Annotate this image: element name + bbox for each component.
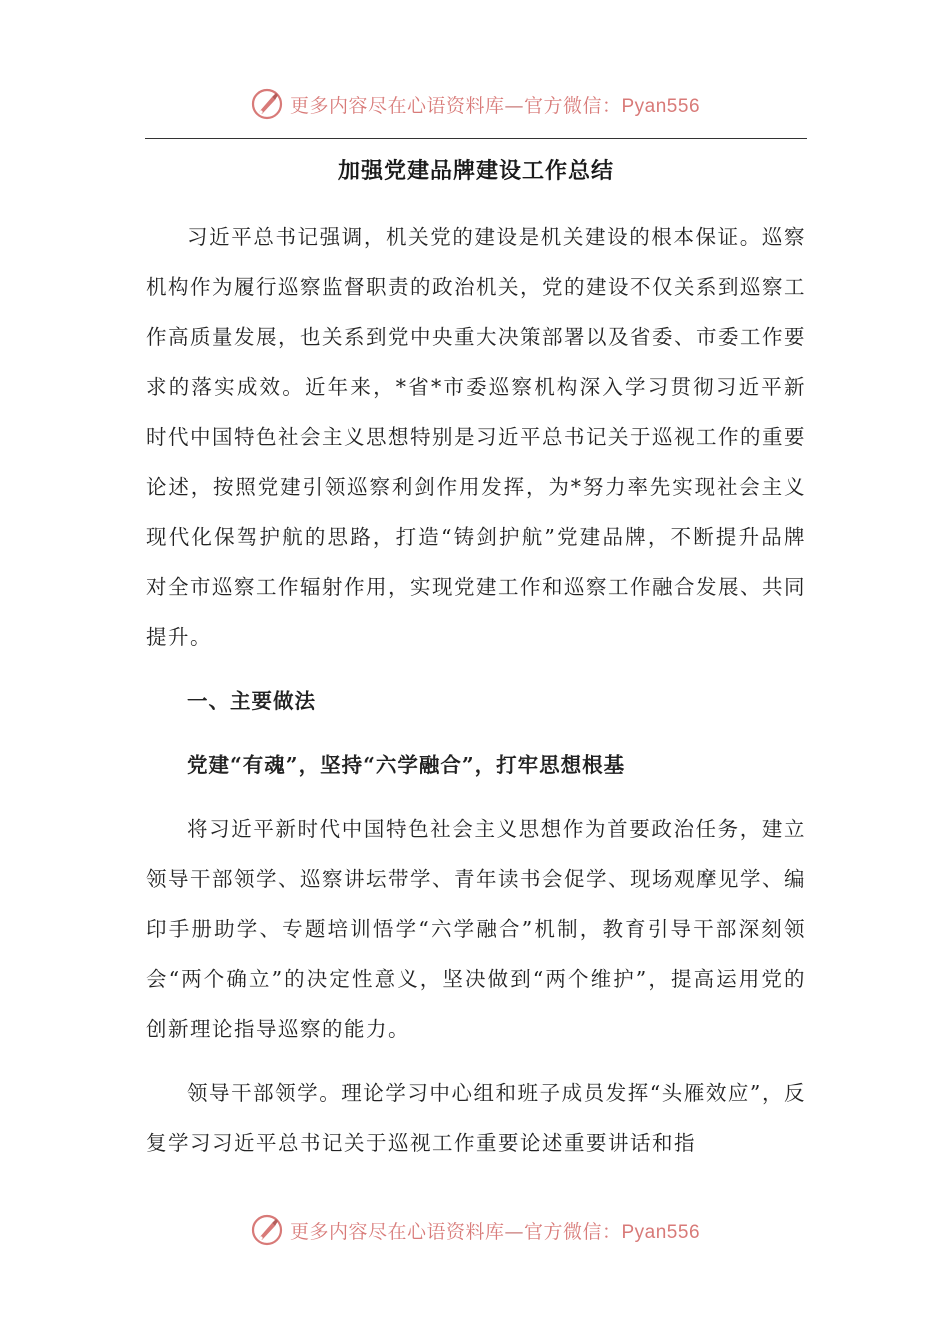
document-body [146, 212, 806, 1168]
body-paragraph-2: 将习近平新时代中国特色社会主义思想作为首要政治任务，建立领导干部领学、巡察讲坛带学、青年读书会促学、现场观摩见学、编印手册助学、专题培训悟学“六学融合”机制，教育引导干部深刻领会“两个确立”的决定性意义，坚决做到“两个维护”，提高运用党的创新理论指导巡察的能力。 [146, 817, 806, 1041]
pen-logo-icon [250, 87, 284, 121]
sub-heading: 党建“有魂”，坚持“六学融合”，打牢思想根基 [187, 753, 626, 777]
document-title: 加强党建品牌建设工作总结 [337, 158, 614, 184]
watermark-text: 更多内容尽在心语资料库—官方微信：Pyan556 [289, 94, 701, 117]
pen-logo-icon [250, 1213, 284, 1247]
body-paragraph-3: 领导干部领学。理论学习中心组和班子成员发挥“头雁效应”，反复学习习近平总书记关于巡视工作重要论述重要讲话和指 [146, 1081, 806, 1155]
section-heading: 一、主要做法 [187, 689, 316, 713]
watermark-bottom [0, 1210, 950, 1250]
watermark-text: 更多内容尽在心语资料库—官方微信：Pyan556 [289, 1220, 701, 1243]
header-divider [145, 138, 807, 139]
intro-paragraph: 习近平总书记强调，机关党的建设是机关建设的根本保证。巡察机构作为履行巡察监督职责的政治机关，党的建设不仅关系到巡察工作高质量发展，也关系到党中央重大决策部署以及省委、市委工作要求的落实成效。近年来，*省*市委巡察机构深入学习贯彻习近平新时代中国特色社会主义思想特别是习近平总书记关于巡视工作的重要论述，按照党建引领巡察利剑作用发挥，为*努力率先实现社会主义现代化保驾护航的思路，打造“铸剑护航”党建品牌，不断提升品牌对全市巡察工作辐射作用，实现党建工作和巡察工作融合发展、共同提升。 [146, 225, 806, 649]
watermark-top [0, 84, 950, 124]
